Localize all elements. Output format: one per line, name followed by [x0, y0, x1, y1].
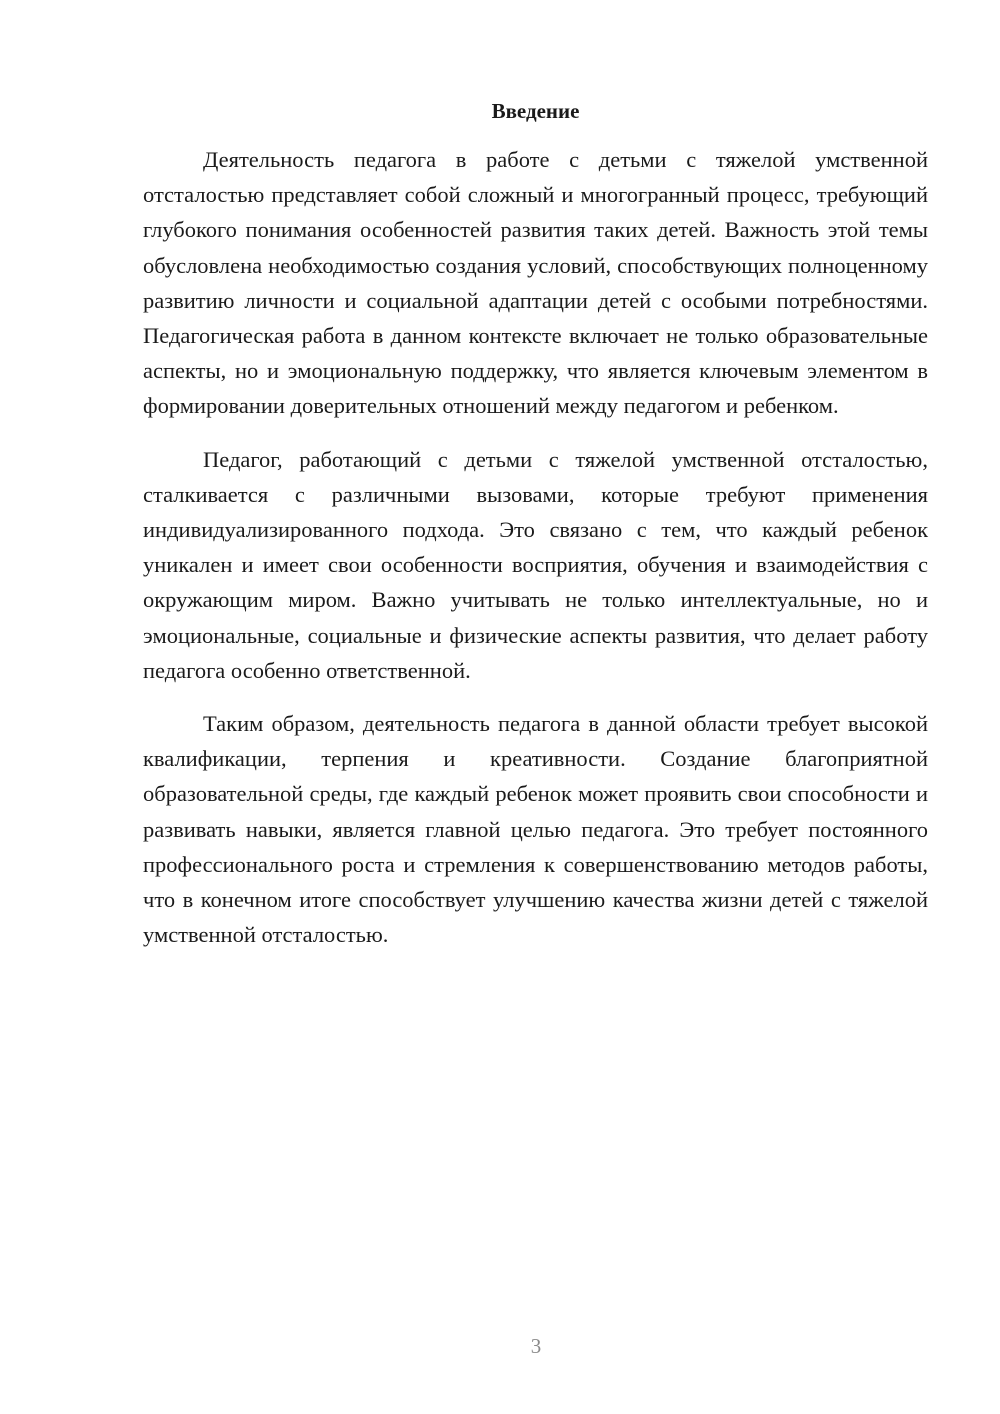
section-title: Введение: [491, 99, 580, 123]
paragraph-3: Таким образом, деятельность педагога в данной области требует высокой квалификации, терпения и креативности. Создание благоприятной образовательной среды, где каждый ребенок может проявить свои способности и развивать навыки, является главной целью педагога. Это требует постоянного профессионального роста и стремления к совершенствованию методов работы, что в конечном итоге способствует улучшению качества жизни детей с тяжелой умственной отсталостью.: [143, 711, 928, 948]
page-number: 3: [530, 1334, 542, 1358]
paragraph-1: Деятельность педагога в работе с детьми с тяжелой умственной отсталостью представляет собой сложный и многогранный процесс, требующий глубокого понимания особенностей развития таких детей. Важность этой темы обусловлена необходимостью создания условий, способствующих полноценному развитию личности и социальной адаптации детей с особыми потребностями. Педагогическая работа в данном контексте включает не только образовательные аспекты, но и эмоциональную поддержку, что является ключевым элементом в формировании доверительных отношений между педагогом и ребенком.: [143, 147, 928, 419]
page-content: [143, 96, 928, 970]
paragraph-2: Педагог, работающий с детьми с тяжелой умственной отсталостью, сталкивается с различными вызовами, которые требуют применения индивидуализированного подхода. Это связано с тем, что каждый ребенок уникален и имеет свои особенности восприятия, обучения и взаимодействия с окружающим миром. Важно учитывать не только интеллектуальные, но и эмоциональные, социальные и физические аспекты развития, что делает работу педагога особенно ответственной.: [143, 446, 928, 683]
